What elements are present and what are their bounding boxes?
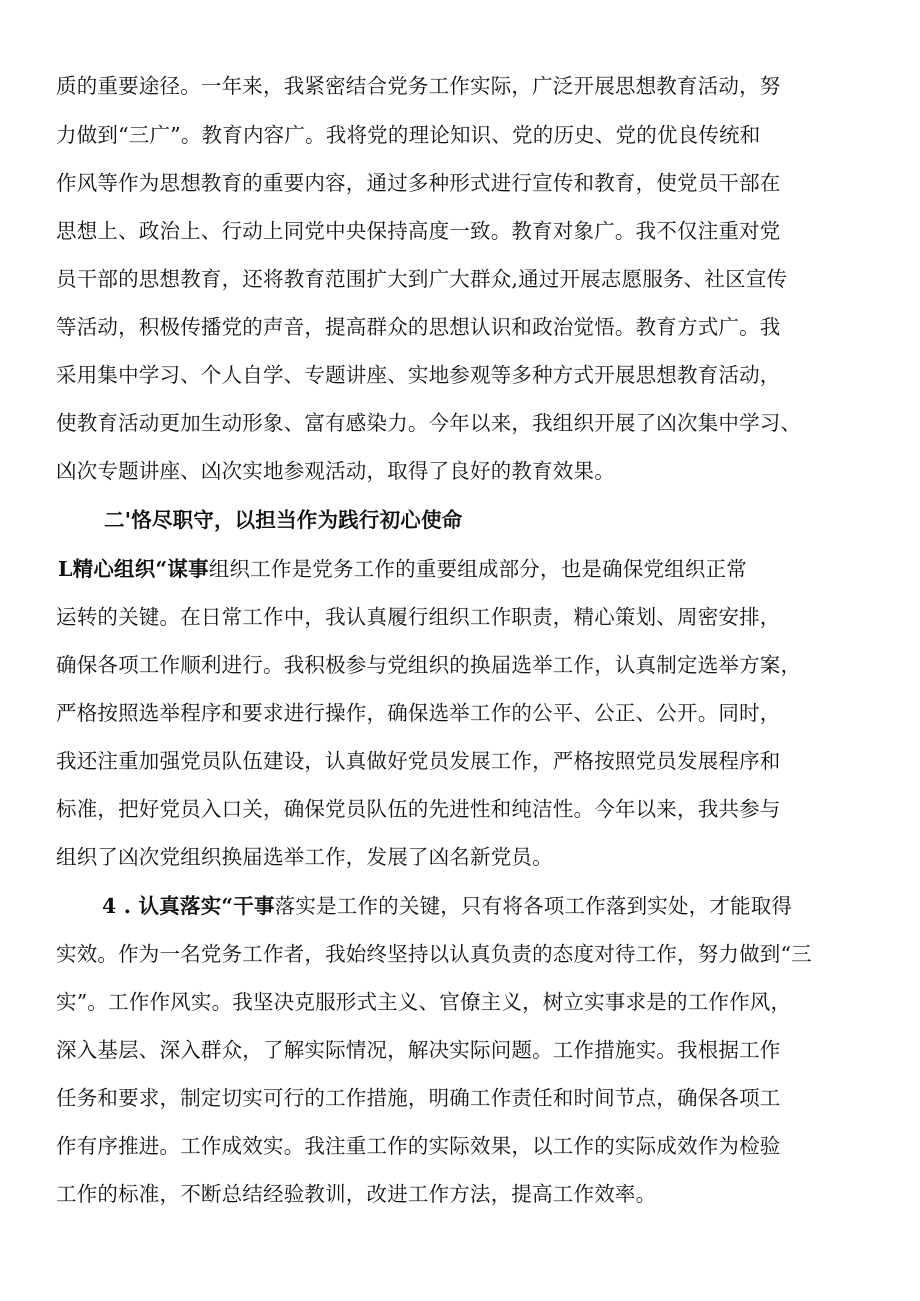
paragraph-2-line-2: 运转的关键。在日常工作中，我认真履行组织工作职责，精心策划、周密安排， [56,605,781,629]
section-heading-2: 二'恪尽职守，以担当作为践行初心使命 [104,508,463,532]
paragraph-2-first-rest: 组织工作是党务工作的重要组成部分，也是确保党组织正常 [208,557,748,581]
paragraph-3-line-7: 工作的标准，不断总结经验教训，改进工作方法，提高工作效率。 [56,1182,657,1206]
paragraph-2-lead: L精心组织“谋事 [58,557,209,581]
paragraph-1-line-1: 质的重要途径。一年来，我紧密结合党务工作实际，广泛开展思想教育活动，努 [56,74,781,98]
paragraph-2-line-6: 标准，把好党员入口关，确保党员队伍的先进性和纯洁性。今年以来，我共参与 [56,797,781,821]
paragraph-1-line-8: 使教育活动更加生动形象、富有感染力。今年以来，我组织开展了凶次集中学习、 [56,411,802,435]
paragraph-2-line-1 [58,547,878,591]
paragraph-3-line-1 [102,884,882,928]
paragraph-3-line-6: 作有序推进。工作成效实。我注重工作的实际效果，以工作的实际成效作为检验 [56,1134,781,1158]
paragraph-3-first-rest: 落实是工作的关键，只有将各项工作落到实处，才能取得 [274,894,793,918]
paragraph-1-line-2: 力做到“三广”。教育内容广。我将党的理论知识、党的历史、党的优良传统和 [56,123,761,147]
paragraph-1-line-5: 员干部的思想教育，还将教育范围扩大到广大群众,通过开展志愿服务、社区宣传 [56,267,788,291]
paragraph-1-line-6: 等活动，积极传播党的声音，提高群众的思想认识和政治觉悟。教育方式广。我 [56,315,781,339]
paragraph-1-line-4: 思想上、政治上、行动上同党中央保持高度一致。教育对象广。我不仅注重对党 [56,219,781,243]
paragraph-1-line-3: 作风等作为思想教育的重要内容，通过多种形式进行宣传和教育，使党员干部在 [56,171,781,195]
paragraph-3-lead: 4 . 认真落实“干事 [102,894,275,918]
paragraph-2-line-5: 我还注重加强党员队伍建设，认真做好党员发展工作，严格按照党员发展程序和 [56,749,781,773]
paragraph-2-line-3: 确保各项工作顺利进行。我积极参与党组织的换届选举工作，认真制定选举方案， [56,653,802,677]
paragraph-3-line-2: 实效。作为一名党务工作者，我始终坚持以认真负责的态度对待工作，努力做到“三 [56,942,812,966]
paragraph-2-line-7: 组织了凶次党组织换届选举工作，发展了凶名新党员。 [56,845,553,869]
paragraph-3-line-3: 实”。工作作风实。我坚决克服形式主义、官僚主义，树立实事求是的工作作风， [56,990,792,1014]
paragraph-3-line-4: 深入基层、深入群众，了解实际情况，解决实际问题。工作措施实。我根据工作 [56,1038,781,1062]
paragraph-3-line-5: 任务和要求，制定切实可行的工作措施，明确工作责任和时间节点，确保各项工 [56,1086,781,1110]
paragraph-2-line-4: 严格按照选举程序和要求进行操作，确保选举工作的公平、公正、公开。同时， [56,701,781,725]
paragraph-1-line-7: 采用集中学习、个人自学、专题讲座、实地参观等多种方式开展思想教育活动， [56,363,781,387]
paragraph-1-line-9: 凶次专题讲座、凶次实地参观活动，取得了良好的教育效果。 [56,459,615,483]
